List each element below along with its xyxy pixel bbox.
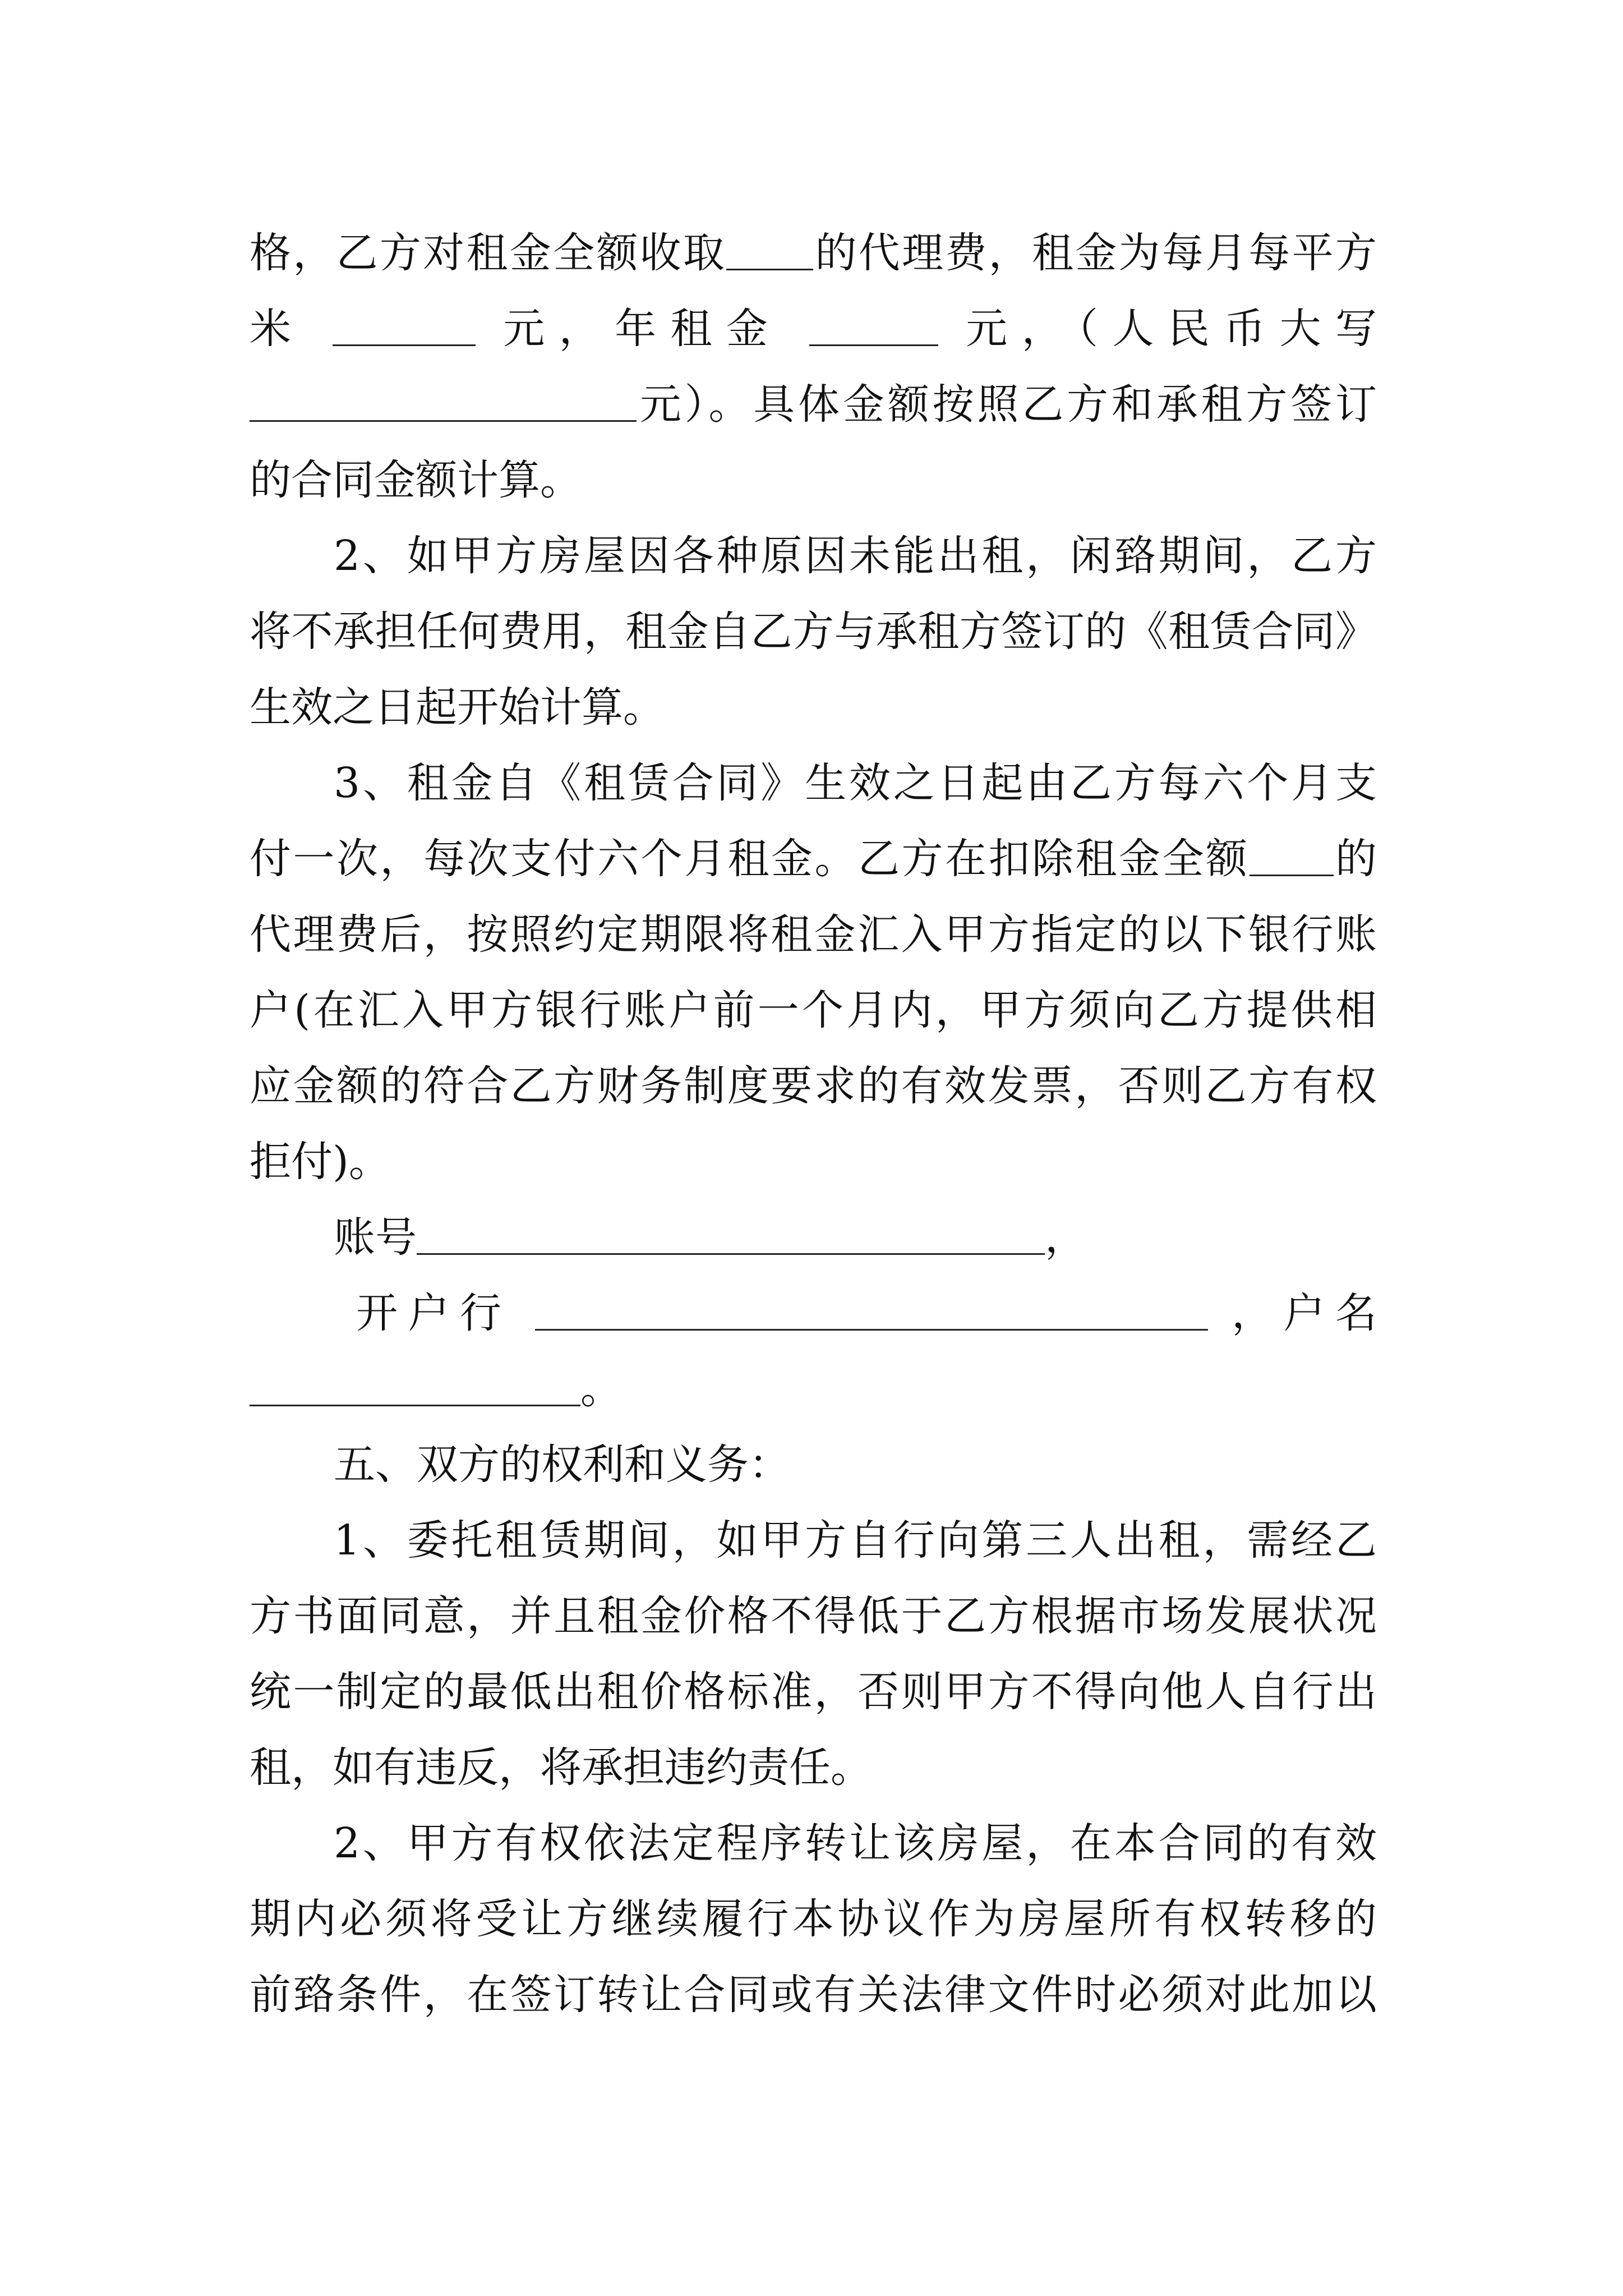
text-segment: 租，如有违反，将承担违约责任。 xyxy=(250,1743,872,1792)
text-segment: 元）。具体金额按照乙方和承租方签订 xyxy=(637,380,1377,429)
account-label: 账号 xyxy=(334,1213,417,1262)
text-segment: 3、租金自《租赁合同》生效之日起由乙方每六个月支 xyxy=(334,759,1377,807)
text-line xyxy=(250,1730,1377,1806)
text-line xyxy=(250,1806,1377,1881)
text-segment: 元，（人民币大写 xyxy=(966,305,1377,353)
text-line xyxy=(250,1503,1377,1579)
text-line xyxy=(250,1957,1377,2033)
text-segment: ， xyxy=(1045,1213,1086,1262)
text-segment: 将不承担任何费用，租金自乙方与承租方签订的《租赁合同》 xyxy=(250,608,1377,656)
text-line xyxy=(250,367,1377,443)
account-line xyxy=(250,1200,1377,1276)
text-segment: 前臵条件，在签订转让合同或有关法律文件时必须对此加以 xyxy=(250,1971,1377,2019)
section-title: 五、双方的权利和义务： xyxy=(334,1441,790,1489)
text-line xyxy=(250,443,1377,518)
text-line xyxy=(250,821,1377,897)
text-segment: 的合同金额计算。 xyxy=(250,456,582,504)
text-segment: 生效之日起开始计算。 xyxy=(250,683,665,731)
fill-blank xyxy=(1249,830,1334,876)
fill-blank xyxy=(809,300,938,346)
text-segment: 2、甲方有权依法定程序转让该房屋，在本合同的有效 xyxy=(334,1819,1377,1867)
text-segment: 1、委托租赁期间，如甲方自行向第三人出租，需经乙 xyxy=(334,1516,1377,1565)
fill-blank xyxy=(250,375,637,422)
text-segment: 拒付)。 xyxy=(250,1138,390,1186)
text-segment: 代理费后，按照约定期限将租金汇入甲方指定的以下银行账 xyxy=(250,910,1377,959)
text-line xyxy=(250,291,1377,367)
text-segment: 方书面同意，并且租金价格不得低于乙方根据市场发展状况 xyxy=(250,1592,1377,1640)
text-segment: 米 xyxy=(250,305,306,353)
contract-page xyxy=(250,215,1377,2033)
text-segment: 。 xyxy=(580,1365,622,1413)
account-name-label: ，户名 xyxy=(1232,1289,1377,1337)
text-line xyxy=(250,746,1377,821)
account-blank xyxy=(417,1208,1045,1255)
text-segment: 格，乙方对租金全额收取 xyxy=(250,229,727,277)
text-line xyxy=(250,1881,1377,1957)
fill-blank xyxy=(333,300,476,346)
text-segment: 2、如甲方房屋因各种原因未能出租，闲臵期间，乙方 xyxy=(334,532,1377,580)
text-line xyxy=(250,973,1377,1048)
text-segment: 期内必须将受让方继续履行本协议作为房屋所有权转移的 xyxy=(250,1895,1377,1943)
text-segment: 应金额的符合乙方财务制度要求的有效发票，否则乙方有权 xyxy=(250,1062,1377,1110)
text-line xyxy=(250,670,1377,746)
text-segment: 统一制定的最低出租价格标准，否则甲方不得向他人自行出 xyxy=(250,1668,1377,1716)
bank-label: 开户行 xyxy=(356,1289,512,1337)
text-line xyxy=(250,518,1377,594)
text-segment: 户(在汇入甲方银行账户前一个月内，甲方须向乙方提供相 xyxy=(250,986,1377,1034)
bank-blank xyxy=(535,1284,1208,1331)
text-segment: 元，年租金 xyxy=(503,305,782,353)
text-line xyxy=(250,1048,1377,1124)
fill-blank xyxy=(726,224,813,270)
account-name-blank xyxy=(250,1360,580,1406)
text-line xyxy=(250,215,1377,291)
section-heading xyxy=(250,1427,1377,1503)
text-segment: 付一次，每次支付六个月租金。乙方在扣除租金全额 xyxy=(250,835,1249,883)
text-segment: 的代理费，租金为每月每平方 xyxy=(813,229,1377,277)
text-line xyxy=(250,1124,1377,1200)
text-line xyxy=(250,1654,1377,1730)
bank-line xyxy=(250,1276,1377,1351)
text-line xyxy=(250,594,1377,670)
name-line xyxy=(250,1351,1377,1427)
text-segment: 的 xyxy=(1333,835,1377,883)
text-line xyxy=(250,897,1377,973)
text-line xyxy=(250,1579,1377,1654)
